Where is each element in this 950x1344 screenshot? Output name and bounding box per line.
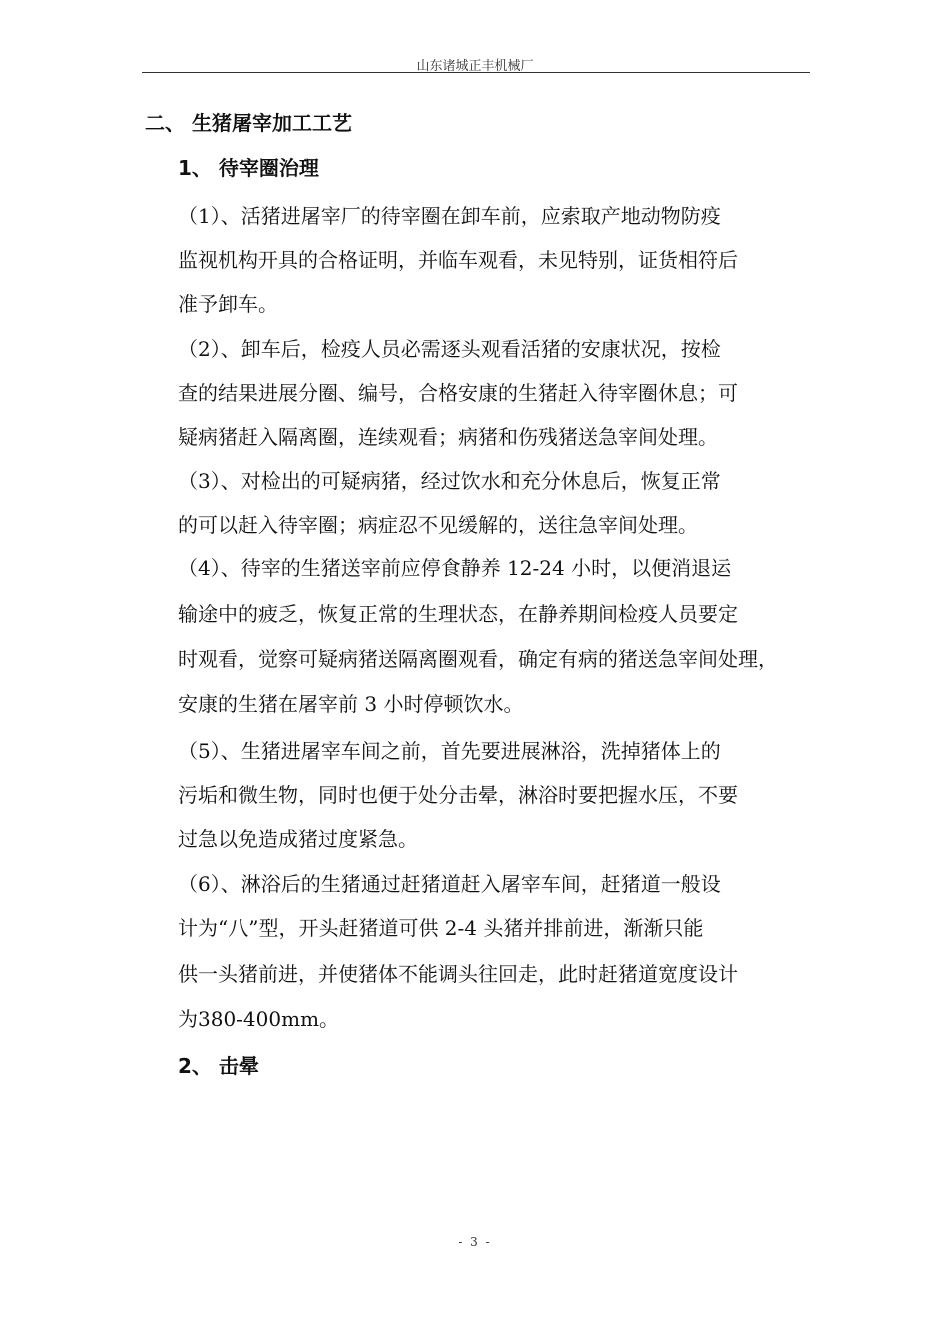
subsection-title-2: 2、 击晕 [178,1054,259,1078]
paragraph-line: 的可以赶入待宰圈；病症忍不见缓解的，送往急宰间处理。 [178,513,698,537]
paragraph-line: 疑病猪赶入隔离圈，连续观看；病猪和伤残猪送急宰间处理。 [178,425,718,449]
subsection-title-1: 1、 待宰圈治理 [178,156,319,180]
header-rule [142,72,810,73]
paragraph-line: 供一头猪前进，并使猪体不能调头往回走，此时赶猪道宽度设计 [178,962,738,986]
paragraph-line: （4）、待宰的生猪送宰前应停食静养 12-24 小时，以便消退运 [178,556,732,580]
paragraph-line: 安康的生猪在屠宰前 3 小时停顿饮水。 [178,692,524,716]
paragraph-line: （2）、卸车后，检疫人员必需逐头观看活猪的安康状况，按检 [178,337,721,361]
paragraph-line: 为380-400mm。 [178,1007,340,1031]
paragraph-line: 过急以免造成猪过度紧急。 [178,827,418,851]
paragraph-line: （5）、生猪进屠宰车间之前，首先要进展淋浴，洗掉猪体上的 [178,739,721,763]
paragraph-line: （1）、活猪进屠宰厂的待宰圈在卸车前，应索取产地动物防疫 [178,204,721,228]
paragraph-line: 输途中的疲乏，恢复正常的生理状态，在静养期间检疫人员要定 [178,602,738,626]
paragraph-line: 监视机构开具的合格证明，并临车观看，未见特别，证货相符后 [178,248,738,272]
paragraph-line: 污垢和微生物，同时也便于处分击晕，淋浴时要把握水压，不要 [178,783,738,807]
paragraph-line: 时观看，觉察可疑病猪送隔离圈观看，确定有病的猪送急宰间处理， [178,647,778,671]
paragraph-line: 准予卸车。 [178,292,278,316]
paragraph-line: 计为“八”型，开头赶猪道可供 2-4 头猪并排前进，渐渐只能 [178,916,704,940]
page-number: - 3 - [458,1235,492,1249]
paragraph-line: 查的结果进展分圈、编号，合格安康的生猪赶入待宰圈休息；可 [178,381,738,405]
section-title: 二、 生猪屠宰加工工艺 [145,111,352,135]
paragraph-line: （6）、淋浴后的生猪通过赶猪道赶入屠宰车间，赶猪道一般设 [178,872,721,896]
paragraph-line: （3）、对检出的可疑病猪，经过饮水和充分休息后，恢复正常 [178,469,721,493]
header-title: 山东诸城正丰机械厂 [416,59,534,74]
